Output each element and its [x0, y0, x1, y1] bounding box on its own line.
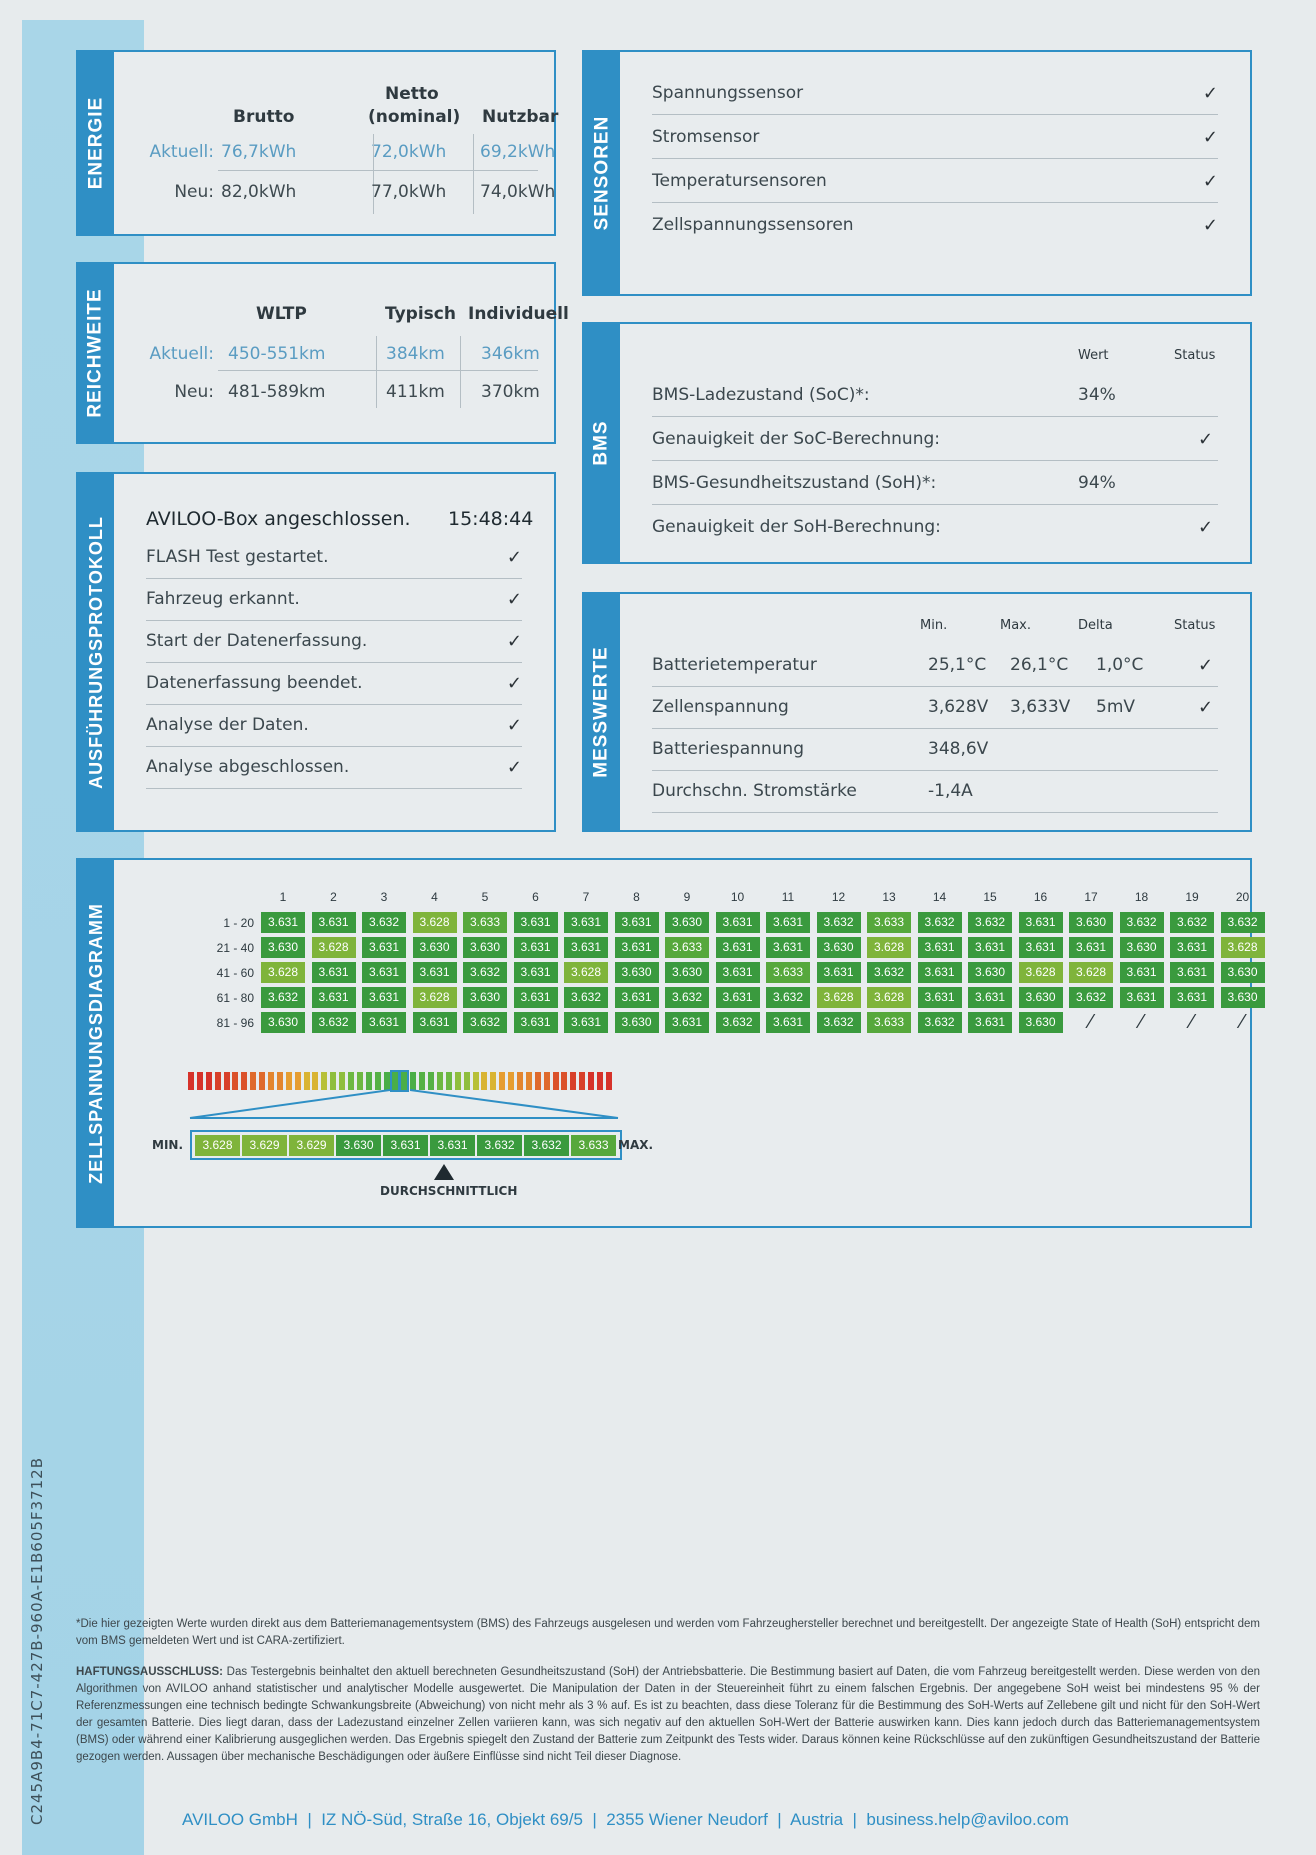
energie-neu-nutzbar: 74,0kWh — [480, 182, 556, 202]
protokoll-item: FLASH Test gestartet. ✓ — [146, 536, 522, 579]
cell-voltage: 3.631 — [413, 962, 457, 983]
cell-voltage: 3.630 — [1221, 987, 1265, 1008]
scale-value: 3.631 — [430, 1135, 475, 1156]
cell-voltage: 3.632 — [1170, 912, 1214, 933]
cell-voltage: 3.632 — [716, 1012, 760, 1033]
cell-voltage: 3.633 — [463, 912, 507, 933]
protokoll-item: Analyse abgeschlossen. ✓ — [146, 746, 522, 789]
cell-voltage: 3.632 — [665, 987, 709, 1008]
reichweite-header-individuell: Individuell — [468, 304, 569, 324]
cell-voltage: 3.630 — [665, 912, 709, 933]
cell-voltage: 3.631 — [312, 962, 356, 983]
cell-voltage: 3.628 — [817, 987, 861, 1008]
cell-voltage: 3.631 — [1170, 962, 1214, 983]
cell-voltage: 3.632 — [766, 987, 810, 1008]
cell-voltage: 3.632 — [918, 1012, 962, 1033]
cell-voltage: 3.631 — [716, 937, 760, 958]
average-marker-icon — [434, 1164, 454, 1180]
scale-value: 3.630 — [336, 1135, 381, 1156]
messwerte-col-delta: Delta — [1078, 618, 1113, 633]
cell-voltage: 3.631 — [312, 987, 356, 1008]
messwerte-panel — [582, 592, 1252, 832]
scale-value: 3.632 — [524, 1135, 569, 1156]
reichweite-neu-wltp: 481-589km — [228, 382, 326, 402]
cell-voltage: 3.631 — [665, 1012, 709, 1033]
cell-voltage: 3.631 — [514, 937, 558, 958]
row-label: 81 - 96 — [216, 1016, 254, 1030]
column-header: 11 — [781, 890, 795, 904]
reichweite-header-typisch: Typisch — [385, 304, 456, 324]
check-icon: ✓ — [1202, 170, 1218, 192]
check-icon: ✓ — [506, 756, 522, 778]
column-header: 2 — [330, 890, 337, 904]
cell-voltage: 3.631 — [716, 962, 760, 983]
cell-voltage: 3.631 — [564, 912, 608, 933]
check-icon: ✓ — [506, 714, 522, 736]
empty-cell-slash: ⁄ — [1089, 1011, 1093, 1033]
bms-row: BMS-Gesundheitszustand (SoH)*: 94% — [652, 462, 1218, 505]
cell-voltage: 3.632 — [463, 962, 507, 983]
column-header: 9 — [683, 890, 691, 904]
cell-voltage: 3.631 — [514, 912, 558, 933]
energie-aktuell-label: Aktuell: — [149, 142, 214, 162]
energie-neu-label: Neu: — [174, 182, 214, 202]
energie-panel — [76, 50, 559, 236]
sensor-item: Stromsensor ✓ — [652, 116, 1218, 159]
cell-voltage: 3.631 — [413, 1012, 457, 1033]
cell-voltage: 3.631 — [766, 1012, 810, 1033]
column-header: 17 — [1084, 890, 1098, 904]
scale-value: 3.629 — [289, 1135, 334, 1156]
cell-voltage: 3.630 — [1069, 912, 1113, 933]
reichweite-aktuell-label: Aktuell: — [149, 344, 214, 364]
cell-voltage: 3.631 — [766, 937, 810, 958]
cell-voltage: 3.630 — [1221, 962, 1265, 983]
cell-voltage: 3.632 — [968, 912, 1012, 933]
column-header: 15 — [983, 890, 997, 904]
energie-side-label: ENERGIE — [78, 52, 114, 234]
footnote: *Die hier gezeigten Werte wurden direkt aus dem Batteriemanagementsystem (BMS) des Fahrzeugs ausgelesen und werden vom Fahrzeughersteller berechnet und bereitgestellt. Der angezeigte State of Health (SoH) entspricht dem vom BMS gemeldeten Wert und ist CARA-zertifiziert. — [76, 1618, 1260, 1647]
energie-aktuell-netto: 72,0kWh — [371, 142, 447, 162]
protokoll-time: 15:48:44 — [448, 508, 534, 530]
cell-voltage: 3.630 — [413, 937, 457, 958]
empty-cell-slash: ⁄ — [1139, 1011, 1144, 1033]
messwerte-col-min: Min. — [920, 618, 948, 633]
cell-voltage: 3.631 — [615, 987, 659, 1008]
cell-voltage: 3.630 — [261, 937, 305, 958]
cell-voltage: 3.630 — [968, 962, 1012, 983]
cell-voltage: 3.632 — [1120, 912, 1164, 933]
cell-voltage: 3.631 — [1019, 937, 1063, 958]
sensor-item: Spannungssensor ✓ — [652, 72, 1218, 115]
cell-voltage: 3.631 — [968, 1012, 1012, 1033]
cell-voltage: 3.630 — [615, 962, 659, 983]
energie-header-brutto: Brutto — [233, 107, 295, 127]
check-icon: ✓ — [506, 588, 522, 610]
cell-voltage: 3.632 — [312, 1012, 356, 1033]
reichweite-side-label: REICHWEITE — [78, 264, 114, 442]
cell-voltage: 3.631 — [362, 962, 406, 983]
cell-voltage-grid — [200, 890, 1258, 1050]
check-icon: ✓ — [506, 630, 522, 652]
energie-header-netto: Netto — [385, 84, 439, 104]
zellspannung-side-label: ZELLSPANNUNGSDIAGRAMM — [78, 860, 114, 1226]
column-header: 5 — [481, 890, 489, 904]
row-label: 21 - 40 — [216, 941, 254, 955]
energie-header-nutzbar: Nutzbar — [482, 107, 559, 127]
cell-voltage: 3.630 — [1120, 937, 1164, 958]
cell-voltage: 3.630 — [615, 1012, 659, 1033]
energie-aktuell-brutto: 76,7kWh — [221, 142, 297, 162]
cell-voltage: 3.628 — [1221, 937, 1265, 958]
cell-voltage: 3.631 — [1019, 912, 1063, 933]
cell-voltage: 3.631 — [362, 1012, 406, 1033]
cell-voltage: 3.628 — [413, 987, 457, 1008]
messwerte-row: Durchschn. Stromstärke -1,4A — [652, 770, 1218, 813]
reichweite-header-wltp: WLTP — [256, 304, 307, 324]
cell-voltage: 3.633 — [867, 912, 911, 933]
energie-aktuell-nutzbar: 69,2kWh — [480, 142, 556, 162]
cell-voltage: 3.631 — [1120, 962, 1164, 983]
cell-voltage: 3.632 — [817, 1012, 861, 1033]
cell-voltage: 3.631 — [615, 912, 659, 933]
cell-voltage: 3.631 — [918, 937, 962, 958]
reichweite-aktuell-wltp: 450-551km — [228, 344, 326, 364]
cell-voltage: 3.632 — [817, 912, 861, 933]
bms-col-wert: Wert — [1078, 348, 1109, 363]
check-icon: ✓ — [1198, 428, 1214, 450]
cell-voltage: 3.628 — [867, 987, 911, 1008]
column-header: 10 — [730, 890, 745, 904]
cell-voltage: 3.632 — [918, 912, 962, 933]
column-header: 18 — [1134, 890, 1149, 904]
cell-voltage: 3.631 — [1120, 987, 1164, 1008]
cell-voltage: 3.628 — [1069, 962, 1113, 983]
messwerte-side-label: MESSWERTE — [584, 594, 620, 830]
serial-number: C245A9B4-71C7-427B-960A-E1B605F3712B — [28, 1456, 46, 1825]
check-icon: ✓ — [1202, 126, 1218, 148]
cell-voltage: 3.632 — [867, 962, 911, 983]
column-header: 14 — [932, 890, 947, 904]
bms-row: Genauigkeit der SoC-Berechnung: ✓ — [652, 418, 1218, 461]
cell-voltage: 3.628 — [867, 937, 911, 958]
disclaimer: HAFTUNGSAUSSCHLUSS: Das Testergebnis beinhaltet den aktuell berechneten Gesundheitszustand (SoH) der Antriebsbatterie. Die Bestimmung basiert auf Daten, die vom Fahrzeug bereitgestellt werden. Diese werden von den Algorithmen von AVILOO anhand statistischer und analytischer Modelle ausgewertet. Die Manipulation der Daten in der Steuereinheit führt zu einem falschen Ergebnis. Der angegebene SoH weist bei mindestens 95 % der Referenzmessungen eine technisch bedingte Schwankungsbreite (Abweichung) von nicht mehr als 3 % auf. Es ist zu beachten, dass diese Toleranz für die Bestimmung des SoH-Werts auf Zellebene gilt und nicht für den SoH-Wert der gesamten Batterie. Dies liegt daran, dass der Ladezustand einzelner Zellen variieren kann, was sich negativ auf den aktuellen SoH-Wert der Batterie auswirken kann. Dies kann jedoch durch das Batteriemanagementsystem (BMS) oder während einer Kalibrierung ausgeglichen werden. Das Ergebnis spiegelt den Zustand der Batterie zum Zeitpunkt des Tests wider. Daraus können keine Rückschlüsse auf den zukünftigen Gesundheitszustand der Batterie gezogen werden. Aussagen über mechanische Beschädigungen oder äußere Einflüsse sind nicht Teil dieser Diagnose. — [76, 1666, 1260, 1763]
cell-voltage: 3.631 — [615, 937, 659, 958]
protokoll-side-label: AUSFÜHRUNGSPROTOKOLL — [78, 474, 114, 830]
cell-voltage: 3.632 — [564, 987, 608, 1008]
check-icon: ✓ — [1198, 516, 1214, 538]
cell-voltage: 3.631 — [918, 962, 962, 983]
messwerte-row: Zellenspannung 3,628V 3,633V 5mV ✓ — [652, 686, 1218, 729]
energie-neu-brutto: 82,0kWh — [221, 182, 297, 202]
messwerte-col-status: Status — [1174, 618, 1216, 633]
column-header: 16 — [1033, 890, 1048, 904]
column-header: 12 — [831, 890, 846, 904]
average-label: DURCHSCHNITTLICH — [380, 1184, 518, 1198]
scale-value: 3.628 — [195, 1135, 240, 1156]
cell-voltage: 3.631 — [261, 912, 305, 933]
protokoll-item: Start der Datenerfassung. ✓ — [146, 620, 522, 663]
cell-voltage: 3.631 — [514, 987, 558, 1008]
cell-voltage: 3.631 — [362, 987, 406, 1008]
column-header: 4 — [431, 890, 438, 904]
sensor-item: Temperatursensoren ✓ — [652, 160, 1218, 203]
column-header: 8 — [633, 890, 640, 904]
reichweite-panel — [76, 262, 569, 444]
reichweite-neu-label: Neu: — [174, 382, 214, 402]
scale-max-label: MAX. — [618, 1138, 654, 1152]
cell-voltage: 3.632 — [261, 987, 305, 1008]
energie-header-nominal: (nominal) — [368, 107, 461, 127]
cell-voltage: 3.631 — [564, 1012, 608, 1033]
cell-voltage: 3.631 — [716, 987, 760, 1008]
cell-voltage: 3.632 — [362, 912, 406, 933]
cell-voltage: 3.631 — [817, 962, 861, 983]
cell-voltage: 3.631 — [1170, 987, 1214, 1008]
cell-voltage: 3.631 — [514, 1012, 558, 1033]
scale-min-label: MIN. — [152, 1138, 184, 1152]
check-icon: ✓ — [1198, 654, 1214, 676]
column-header: 6 — [532, 890, 539, 904]
cell-voltage: 3.631 — [312, 912, 356, 933]
cell-voltage: 3.631 — [1069, 937, 1113, 958]
messwerte-row: Batterietemperatur 25,1°C 26,1°C 1,0°C ✓ — [652, 644, 1218, 687]
scale-value-row — [190, 1130, 622, 1160]
sensoren-panel — [582, 50, 1252, 296]
reichweite-neu-typisch: 411km — [386, 382, 445, 402]
check-icon: ✓ — [506, 546, 522, 568]
cell-voltage: 3.631 — [514, 962, 558, 983]
cell-voltage: 3.630 — [463, 937, 507, 958]
check-icon: ✓ — [1202, 214, 1218, 236]
cell-voltage: 3.631 — [968, 937, 1012, 958]
check-icon: ✓ — [1202, 82, 1218, 104]
cell-voltage: 3.630 — [817, 937, 861, 958]
cell-voltage: 3.628 — [312, 937, 356, 958]
scale-zoom-lines — [178, 1088, 638, 1128]
scale-value: 3.631 — [383, 1135, 428, 1156]
cell-voltage: 3.631 — [918, 987, 962, 1008]
bms-col-status: Status — [1174, 348, 1216, 363]
cell-voltage: 3.633 — [766, 962, 810, 983]
bms-panel — [582, 322, 1252, 564]
protokoll-item: Datenerfassung beendet. ✓ — [146, 662, 522, 705]
messwerte-col-max: Max. — [1000, 618, 1032, 633]
protokoll-panel — [76, 472, 556, 832]
cell-voltage: 3.631 — [716, 912, 760, 933]
empty-cell-slash: ⁄ — [1190, 1011, 1194, 1033]
bms-side-label: BMS — [584, 324, 620, 562]
cell-voltage: 3.630 — [1019, 987, 1063, 1008]
cell-voltage: 3.632 — [463, 1012, 507, 1033]
sensoren-side-label: SENSOREN — [584, 52, 620, 294]
cell-voltage: 3.630 — [665, 962, 709, 983]
column-header: 20 — [1235, 890, 1250, 904]
reichweite-aktuell-typisch: 384km — [386, 344, 445, 364]
energie-neu-netto: 77,0kWh — [371, 182, 447, 202]
cell-voltage: 3.631 — [968, 987, 1012, 1008]
bms-row: Genauigkeit der SoH-Berechnung: ✓ — [652, 506, 1218, 548]
bms-row: BMS-Ladezustand (SoC)*: 34% — [652, 374, 1218, 417]
protokoll-item: Analyse der Daten. ✓ — [146, 704, 522, 747]
footer: AVILOO GmbH | IZ NÖ-Süd, Straße 16, Objekt 69/5 | 2355 Wiener Neudorf | Austria | business.help@aviloo.com — [182, 1810, 1069, 1829]
row-label: 1 - 20 — [223, 916, 254, 930]
cell-voltage: 3.628 — [564, 962, 608, 983]
column-header: 7 — [582, 890, 590, 904]
row-label: 41 - 60 — [216, 966, 254, 980]
cell-voltage: 3.632 — [1221, 912, 1265, 933]
cell-voltage: 3.633 — [867, 1012, 911, 1033]
cell-voltage: 3.630 — [261, 1012, 305, 1033]
cell-voltage: 3.630 — [463, 987, 507, 1008]
protokoll-title: AVILOO-Box angeschlossen. — [146, 508, 411, 530]
scale-value: 3.633 — [571, 1135, 616, 1156]
cell-voltage: 3.631 — [362, 937, 406, 958]
protokoll-item: Fahrzeug erkannt. ✓ — [146, 578, 522, 621]
column-header: 3 — [380, 890, 388, 904]
column-header: 1 — [279, 890, 287, 904]
check-icon: ✓ — [506, 672, 522, 694]
cell-voltage: 3.630 — [1019, 1012, 1063, 1033]
sensor-item: Zellspannungssensoren ✓ — [652, 214, 1218, 236]
zellspannung-panel — [76, 858, 1258, 1228]
empty-cell-slash: ⁄ — [1240, 1011, 1245, 1033]
column-header: 19 — [1185, 890, 1199, 904]
row-label: 61 - 80 — [216, 991, 254, 1005]
cell-voltage: 3.628 — [413, 912, 457, 933]
check-icon: ✓ — [1198, 696, 1214, 718]
cell-voltage: 3.628 — [1019, 962, 1063, 983]
scale-value: 3.629 — [242, 1135, 287, 1156]
column-header: 13 — [882, 890, 896, 904]
reichweite-neu-individuell: 370km — [481, 382, 540, 402]
cell-voltage: 3.631 — [766, 912, 810, 933]
cell-voltage: 3.628 — [261, 962, 305, 983]
reichweite-aktuell-individuell: 346km — [481, 344, 540, 364]
cell-voltage: 3.631 — [1170, 937, 1214, 958]
cell-voltage: 3.631 — [564, 937, 608, 958]
cell-voltage: 3.633 — [665, 937, 709, 958]
cell-voltage: 3.632 — [1069, 987, 1113, 1008]
messwerte-row: Batteriespannung 348,6V — [652, 728, 1218, 771]
scale-value: 3.632 — [477, 1135, 522, 1156]
